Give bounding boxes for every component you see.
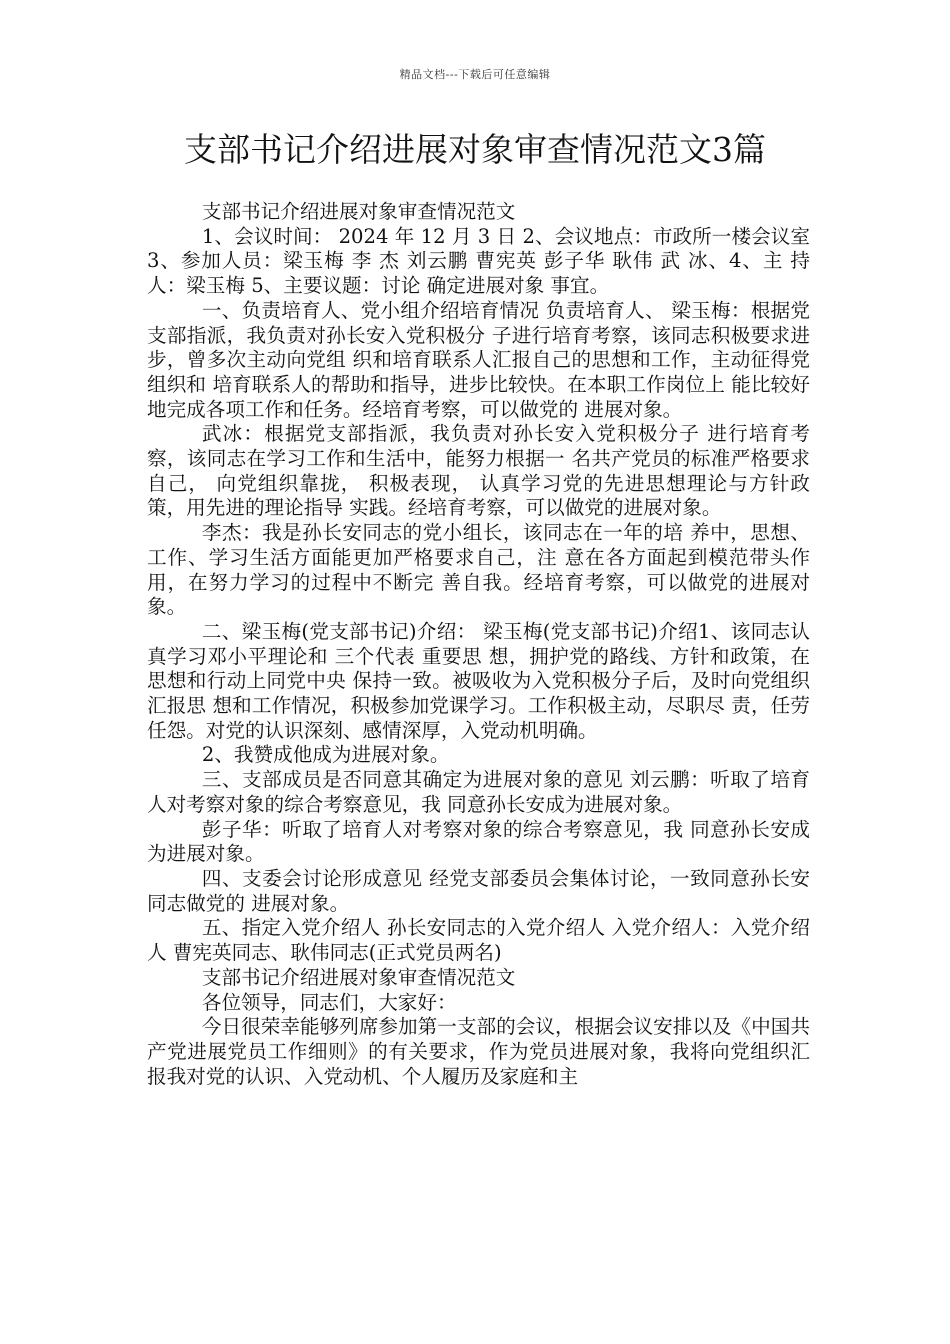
paragraph: 三、支部成员是否同意其确定为进展对象的意见 刘云鹏：听取了培育人对考察对象的综合考察意见，我 同意孙长安成为进展对象。 xyxy=(147,768,810,816)
paragraph: 2、我赞成他成为进展对象。 xyxy=(201,743,450,767)
paragraph: 五、指定入党介绍人 孙长安同志的入党介绍人 入党介绍人：入党介绍人 曹宪英同志、耿伟同志(正式党员两名) xyxy=(147,916,810,965)
paragraph: 支部书记介绍进展对象审查情况范文 xyxy=(201,965,516,989)
document-body xyxy=(147,200,810,1089)
paragraph: 支部书记介绍进展对象审查情况范文 xyxy=(201,200,516,223)
paragraph: 李杰：我是孙长安同志的党小组长，该同志在一年的培 养中，思想、工作、学习生活方面能更加严格要求自己，注 意在各方面起到模范带头作用，在努力学习的过程中不断完 善自我。经培育考察，可以做党的进展对象。 xyxy=(147,521,810,619)
paragraph: 彭子华：听取了培育人对考察对象的综合考察意见，我 同意孙长安成为进展对象。 xyxy=(147,817,810,866)
paragraph: 四、支委会讨论形成意见 经党支部委员会集体讨论，一致同意孙长安同志做党的 进展对象。 xyxy=(147,866,810,915)
paragraph: 二、梁玉梅(党支部书记)介绍： 梁玉梅(党支部书记)介绍1、该同志认真学习邓小平理论和 三个代表 重要思 想，拥护党的路线、方针和政策，在思想和行动上同党中央 保持一致。被吸收为入党积极分子后，及时向党组织汇报思 想和工作情况，积极参加党课学习。工作积极主动，尽职尽 责，任劳任怨。对党的认识深刻、感情深厚，入党动机明确。 xyxy=(147,619,810,742)
paragraph: 各位领导，同志们，大家好： xyxy=(201,990,457,1014)
page-header-note: 精品文档---下载后可任意编辑 xyxy=(399,68,551,81)
paragraph: 一、负责培育人、党小组介绍培育情况 负责培育人、 梁玉梅：根据党支部指派，我负责对孙长安入党积极分 子进行培育考察，该同志积极要求进步，曾多次主动向党组 织和培育联系人汇报自己的思想和工作，主动征得党组织和 培育联系人的帮助和指导，进步比较快。在本职工作岗位上 能比较好地完成各项工作和任务。经培育考察，可以做党的 进展对象。 xyxy=(147,298,810,421)
paragraph: 1、会议时间： 2024 年 12 月 3 日 2、会议地点：市政所一楼会议室 3、参加人员：梁玉梅 李 杰 刘云鹏 曹宪英 彭子华 耿伟 武 冰、4、主 持 人：梁玉梅 5、主要议题：讨论 确定进展对象 事宜。 xyxy=(147,224,810,298)
paragraph: 武冰：根据党支部指派，我负责对孙长安入党积极分子 进行培育考察，该同志在学习工作和生活中，能努力根据一 名共产党员的标准严格要求自己， 向党组织靠拢， 积极表现， 认真学习党的先进思想理论与方针政策，用先进的理论指导 实践。经培育考察，可以做党的进展对象。 xyxy=(147,422,810,520)
paragraph: 今日很荣幸能够列席参加第一支部的会议，根据会议安排以及《中国共产党进展党员工作细则》的有关要求，作为党员进展对象，我将向党组织汇报我对党的认识、入党动机、个人履历及家庭和主 xyxy=(147,1015,810,1088)
document-title: 支部书记介绍进展对象审查情况范文3篇 xyxy=(184,130,766,169)
